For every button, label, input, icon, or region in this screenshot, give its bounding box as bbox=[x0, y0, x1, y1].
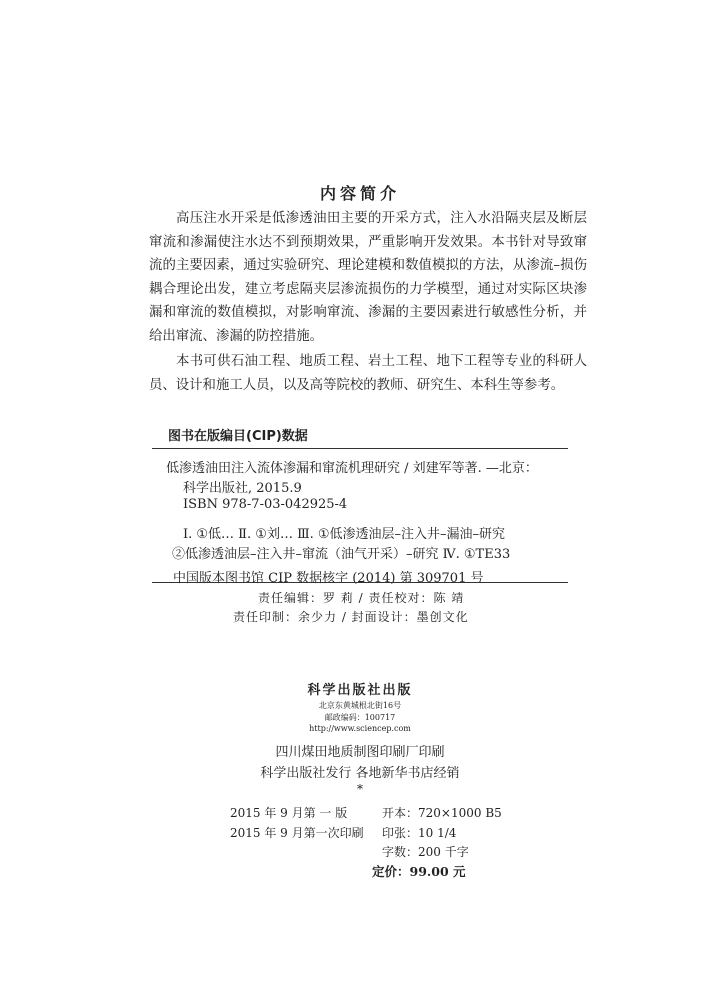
cip-subject-line: ②低渗透油层–注入井–窜流（油气开采）–研究 Ⅳ. ①TE33 bbox=[172, 547, 511, 562]
cip-publisher-line: 科学出版社, 2015.9 bbox=[183, 481, 302, 496]
cip-subject-line: Ⅰ. ①低… Ⅱ. ①刘… Ⅲ. ①低渗透油层–注入井–漏油–研究 bbox=[183, 527, 506, 542]
publisher-address: 北京东黄城根北街16号 bbox=[318, 701, 402, 710]
cip-top-rule bbox=[152, 448, 568, 449]
printer-line: 四川煤田地质制图印刷厂印刷 bbox=[275, 745, 445, 760]
audience-line: 员、设计和施工人员，以及高等院校的教师、研究生、本科生等参考。 bbox=[149, 377, 565, 393]
edition-info: 2015 年 9 月第 一 版 bbox=[230, 806, 348, 820]
cip-title-line: 低渗透油田注入流体渗漏和窜流机理研究 / 刘建军等著. —北京： bbox=[166, 461, 538, 476]
intro-line: 窜流和渗漏使注水达不到预期效果，严重影响开发效果。本书针对导致窜 bbox=[149, 234, 587, 250]
printing-info: 2015 年 9 月第一次印刷 bbox=[230, 826, 364, 840]
cip-record-number: 中国版本图书馆 CIP 数据核字 (2014) 第 309701 号 bbox=[173, 571, 484, 586]
audience-paragraph bbox=[149, 350, 587, 397]
distribution-line: 科学出版社发行 各地新华书店经销 bbox=[260, 766, 460, 781]
intro-line: 高压注水开采是低渗透油田主要的开采方式，注入水沿隔夹层及断层 bbox=[176, 211, 587, 226]
page-title: 内容简介 bbox=[319, 184, 400, 203]
intro-paragraph bbox=[149, 207, 587, 348]
intro-line: 漏和窜流的数值模拟，对影响窜流、渗漏的主要因素进行敏感性分析，并 bbox=[149, 305, 587, 320]
intro-line: 给出窜流、渗漏的防控措施。 bbox=[149, 328, 324, 344]
intro-line: 流的主要因素，通过实验研究、理论建模和数值模拟的方法，从渗流–损伤 bbox=[149, 258, 587, 273]
publisher-postcode: 邮政编码：100717 bbox=[324, 713, 396, 722]
word-count: 字数：200 千字 bbox=[382, 845, 469, 859]
production-credits: 责任印制：余少力 / 封面设计：墨创文化 bbox=[233, 610, 469, 624]
price: 定价：99.00 元 bbox=[372, 864, 466, 879]
publisher-name: 科学出版社出版 bbox=[307, 683, 413, 698]
cip-heading: 图书在版编目(CIP)数据 bbox=[168, 429, 308, 444]
separator-star: * bbox=[357, 782, 363, 796]
cip-isbn: ISBN 978-7-03-042925-4 bbox=[183, 497, 348, 512]
audience-line: 本书可供石油工程、地质工程、岩土工程、地下工程等专业的科研人 bbox=[176, 354, 587, 369]
cip-bottom-rule bbox=[152, 582, 568, 583]
format-info: 开本：720×1000 B5 bbox=[382, 806, 502, 820]
intro-line: 耦合理论出发，建立考虑隔夹层渗流损伤的力学模型，通过对实际区块渗 bbox=[149, 281, 587, 297]
sheets-info: 印张：10 1/4 bbox=[382, 826, 457, 840]
publisher-url: http://www.sciencep.com bbox=[309, 724, 411, 733]
editor-credits: 责任编辑：罗 莉 / 责任校对：陈 靖 bbox=[258, 591, 465, 605]
